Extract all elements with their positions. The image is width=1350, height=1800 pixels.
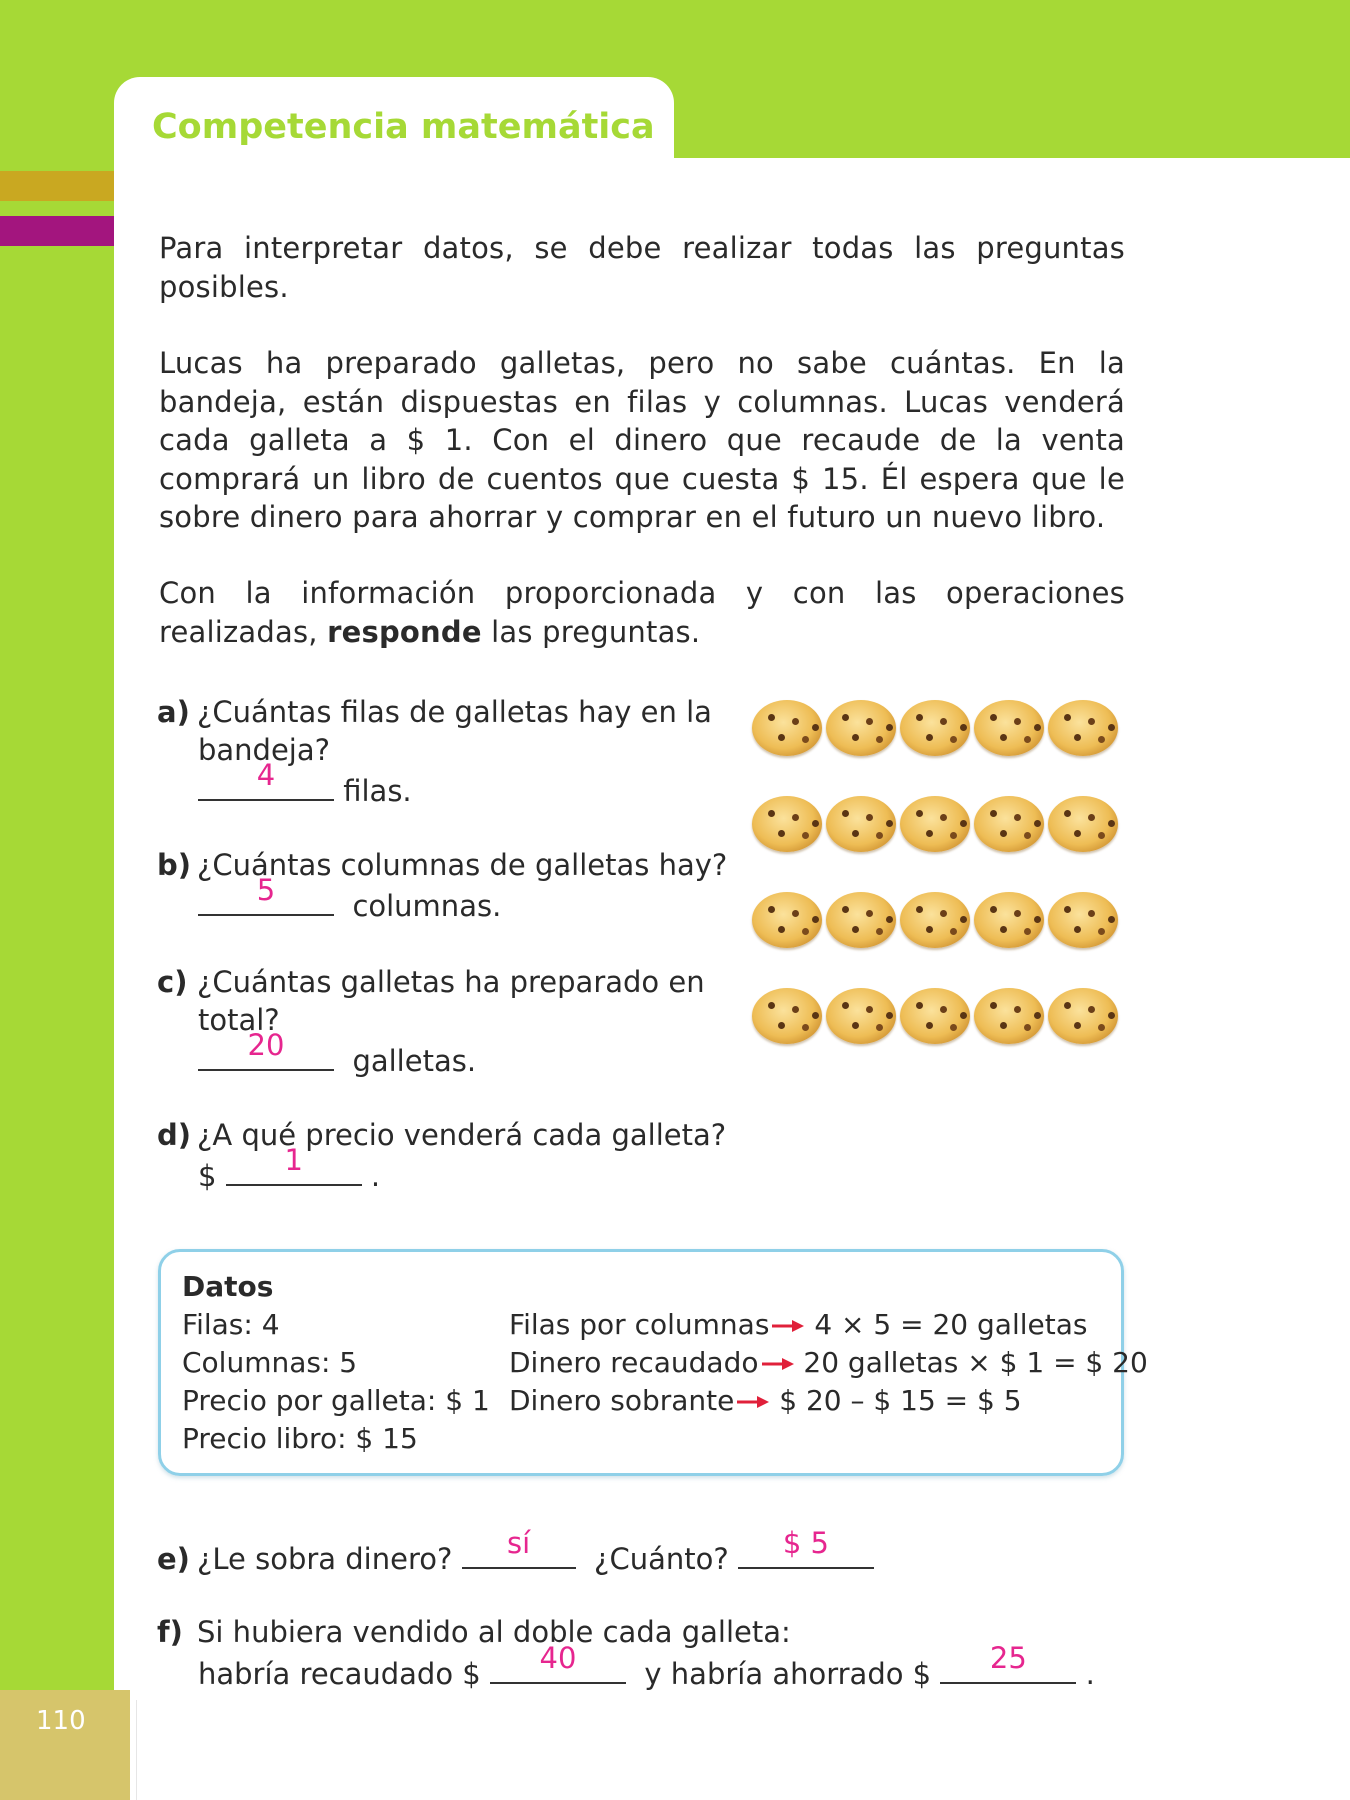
cookie-icon [826, 796, 896, 852]
datos-op-dinero-sobrante: Dinero sobrante $ 20 – $ 15 = $ 5 [509, 1384, 1022, 1417]
cookie-icon [900, 796, 970, 852]
answer-blank-c[interactable] [198, 1028, 334, 1071]
cookie-icon [974, 796, 1044, 852]
left-margin-band [0, 0, 114, 1690]
cookie-icon [826, 892, 896, 948]
question-e: e) ¿Le sobra dinero? sí ¿Cuánto? $ 5 [157, 1537, 874, 1579]
question-d: d) ¿A qué precio venderá cada galleta? $ 1 . [157, 1118, 727, 1193]
intro-paragraph-2: Lucas ha preparado galletas, pero no sabe cuántas. En la bandeja, están dispuestas en filas y columnas. Lucas venderá cada galleta a $ 1. Con el dinero que recaude de la venta comprará un libro de cuentos que cuesta $ 15. Él espera que le sobre dinero para ahorrar y comprar en el futuro un nuevo libro. [159, 346, 1125, 534]
divider [136, 1700, 137, 1800]
answer-f1: 40 [539, 1641, 577, 1675]
answer-blank-f2[interactable] [940, 1641, 1076, 1684]
question-c: c) ¿Cuántas galletas ha preparado en total? 20 galletas. [157, 965, 705, 1078]
cookie-icon [1048, 892, 1118, 948]
cookie-icon [826, 700, 896, 756]
answer-blank-f1[interactable] [490, 1641, 626, 1684]
arrow-right-icon [760, 1357, 796, 1371]
answer-b: 5 [256, 873, 276, 907]
cookie-icon [1048, 700, 1118, 756]
cookie-icon [900, 892, 970, 948]
answer-blank-e2[interactable] [738, 1526, 874, 1569]
question-b: b) ¿Cuántas columnas de galletas hay? 5 columnas. [157, 848, 728, 923]
cookie-icon [1048, 988, 1118, 1044]
datos-columnas: Columnas: 5 [182, 1346, 358, 1379]
intro-paragraph-1: Para interpretar datos, se debe realizar todas las preguntas posibles. [159, 231, 1125, 304]
cookie-tray [752, 700, 1122, 1050]
cookie-icon [826, 988, 896, 1044]
datos-precio-libro: Precio libro: $ 15 [182, 1422, 418, 1455]
cookie-icon [900, 988, 970, 1044]
answer-f2: 25 [989, 1641, 1027, 1675]
answer-blank-b[interactable] [198, 873, 334, 916]
question-f: f) Si hubiera vendido al doble cada galleta: habría recaudado $ 40 y habría ahorrado $ 25 . [157, 1615, 1095, 1691]
question-a: a) ¿Cuántas filas de galletas hay en la bandeja? 4 filas. [157, 695, 712, 808]
cookie-icon [974, 988, 1044, 1044]
cookie-icon [752, 796, 822, 852]
datos-op-dinero-recaudado: Dinero recaudado 20 galletas × $ 1 = $ 20 [509, 1346, 1148, 1379]
cookie-icon [900, 700, 970, 756]
datos-op-filas-columnas: Filas por columnas 4 × 5 = 20 galletas [509, 1308, 1088, 1341]
cookie-icon [752, 700, 822, 756]
page-number: 110 [36, 1706, 86, 1736]
cookie-icon [1048, 796, 1118, 852]
answer-blank-a[interactable] [198, 758, 334, 801]
datos-title: Datos [182, 1270, 274, 1303]
answer-a: 4 [256, 758, 276, 792]
intro-paragraph-3: Con la información proporcionada y con las operaciones realizadas, responde las preguntas. [159, 576, 1125, 649]
answer-blank-d[interactable] [226, 1143, 362, 1186]
cookie-icon [752, 988, 822, 1044]
answer-e2: $ 5 [782, 1526, 830, 1560]
cookie-icon [752, 892, 822, 948]
answer-e1: sí [507, 1526, 531, 1560]
arrow-right-icon [735, 1395, 771, 1409]
datos-filas: Filas: 4 [182, 1308, 280, 1341]
cookie-icon [974, 892, 1044, 948]
answer-c: 20 [247, 1028, 285, 1062]
decorative-stripe-gold [0, 171, 114, 201]
arrow-right-icon [770, 1319, 806, 1333]
cookie-icon [974, 700, 1044, 756]
answer-d: 1 [284, 1143, 303, 1177]
responde-keyword: responde [327, 614, 482, 649]
page-title: Competencia matemática [152, 107, 655, 147]
answer-blank-e1[interactable] [462, 1526, 576, 1569]
datos-precio-galleta: Precio por galleta: $ 1 [182, 1384, 490, 1417]
decorative-stripe-magenta [0, 216, 114, 246]
